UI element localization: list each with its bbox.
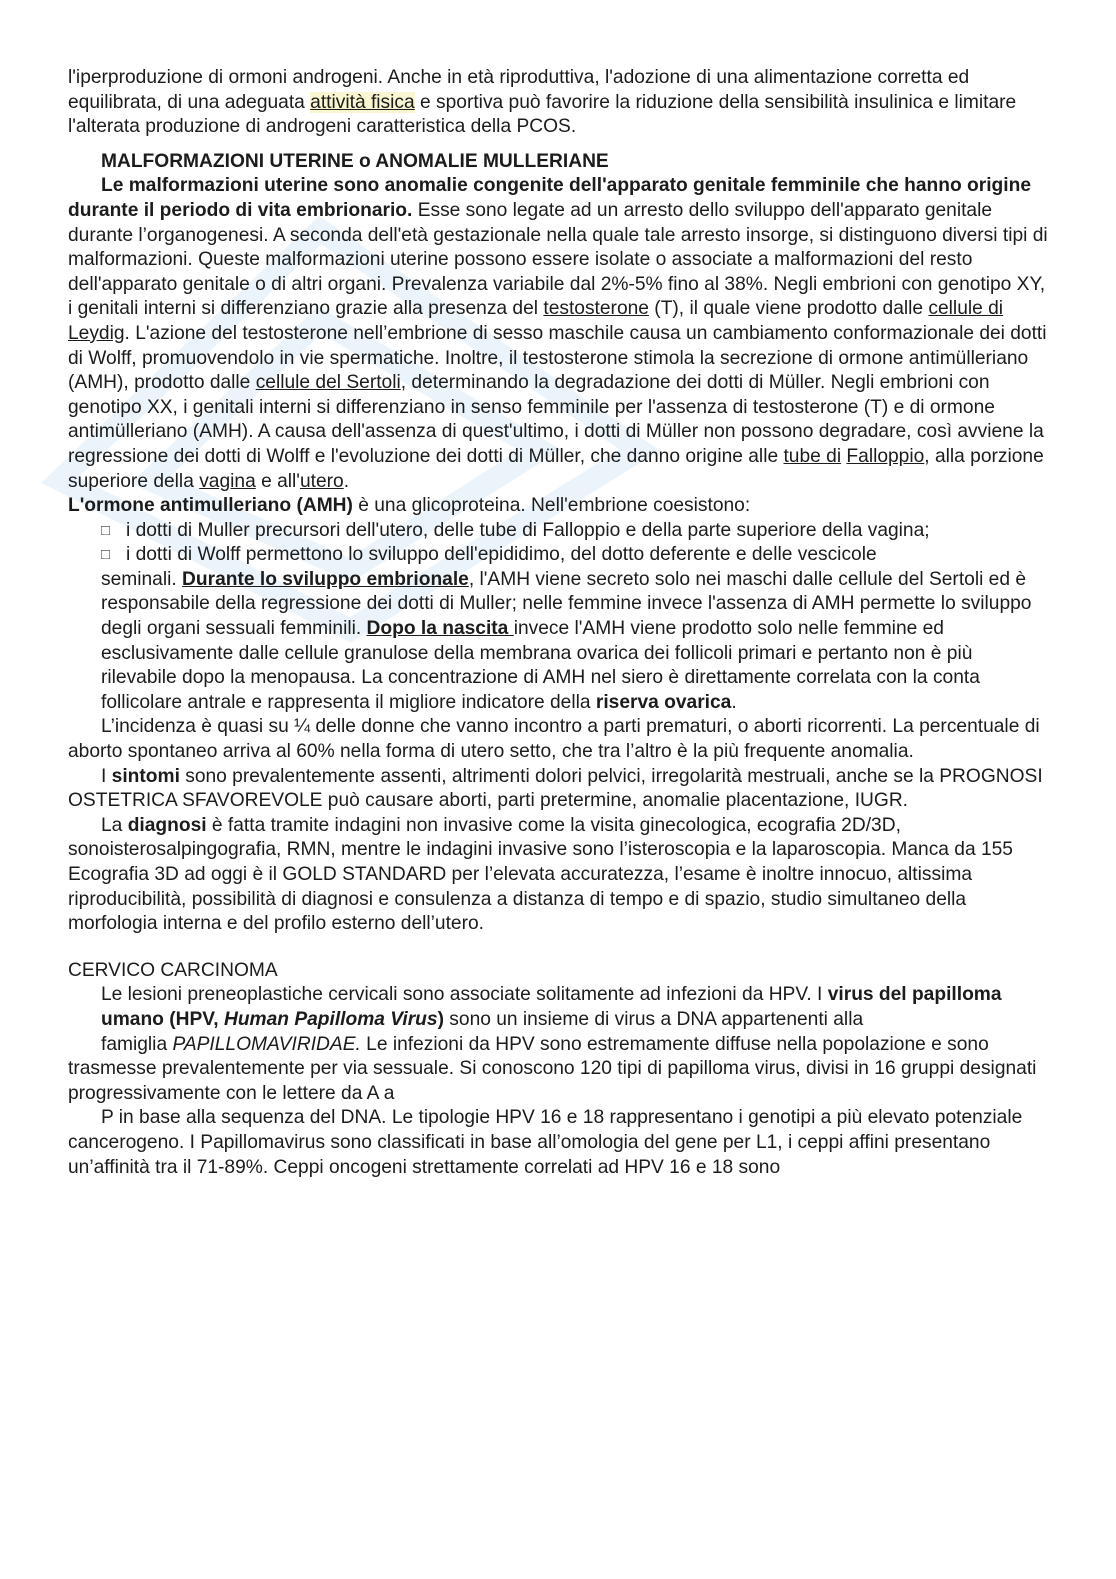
- link-testosterone[interactable]: testosterone: [543, 298, 649, 320]
- link-tube[interactable]: tube di: [783, 445, 842, 467]
- link-vagina[interactable]: vagina: [199, 470, 256, 492]
- sintomi-paragraph: I sintomi sono prevalentemente assenti, altrimenti dolori pelvici, irregolarità mestruali, anche se la PROGNOSI OSTETRICA SFAVOREVOLE può causare aborti, parti pretermine, anomalie placentazione, IUGR.: [68, 765, 1043, 812]
- emphasis-durante-sviluppo: Durante lo sviluppo embrionale: [182, 568, 469, 590]
- link-falloppio[interactable]: Falloppio: [846, 445, 925, 467]
- spacer: [68, 937, 1048, 959]
- incidenza-paragraph: L’incidenza è quasi su ¼ delle donne che vanno incontro a parti prematuri, o aborti ricorrenti. La percentuale di aborto spontaneo arriva al 60% nella forma di utero setto, che tra l’altro è la più frequente anomalia.: [68, 716, 1040, 763]
- bullet-box-icon: □: [101, 521, 111, 539]
- malformazioni-paragraph: Le malformazioni uterine sono anomalie congenite dell'apparato genitale femminile che hanno origine durante il periodo di vita embrionario. Esse sono legate ad un arresto dello sviluppo dell'apparato genitale durante l’organogenesi. A seconda dell'età gestazionale nella quale tale arresto insorge, si distinguono diversi tipi di malformazioni. Queste malformazioni uterine possono essere isolate o associate a malformazioni del resto dell'apparato genitale o di altri organi. Prevalenza variabile dal 2%-5% fino al 38%. Negli embrioni con genotipo XY, i genitali interni si differenziano grazie alla presenza del testosterone (T), il quale viene prodotto dalle cellule di Leydig. L'azione del testosterone nell’embrione di sesso maschile causa un cambiamento conformazionale dei dotti di Wolff, promuovendolo in vie spermatiche. Inoltre, il testosterone stimola la secrezione di ormone antimülleriano (AMH), prodotto dalle cellule del Sertoli, determinando la degradazione dei dotti di Müller. Negli embrioni con genotipo XX, i genitali interni si differenziano in senso femminile per l'assenza di testosterone (T) e di ormone antimülleriano (AMH). A causa dell'assenza di quest'ultimo, i dotti di Müller non possono degradare, così avviene la regressione dei dotti di Wolff e l'evoluzione dei dotti di Müller, che danno origine alle tube di Falloppio, alla porzione superiore della vagina e all'utero. L'ormone antimulleriano (AMH) è una glicoproteina. Nell'embrione coesistono:: [68, 175, 1048, 517]
- amh-paragraph: seminali. Durante lo sviluppo embrionale, l'AMH viene secreto solo nei maschi dalle cellule del Sertoli ed è responsabile della regressione dei dotti di Muller; nelle femmine invece l'assenza di AMH permette lo sviluppo degli organi sessuali femminili. Dopo la nascita invece l'AMH viene prodotto solo nelle femmine ed esclusivamente dalle cellule granulose della membrana ovarica dei follicoli primari e pertanto non è più rilevabile dopo la menopausa. La concentrazione di AMH nel siero è direttamente correlata con la conta follicolare antrale e rappresenta il migliore indicatore della riserva ovarica.: [101, 568, 1032, 713]
- link-cellule-sertoli[interactable]: cellule del Sertoli: [255, 372, 401, 394]
- link-utero[interactable]: utero: [299, 470, 344, 492]
- intro-paragraph: l'iperproduzione di ormoni androgeni. Anche in età riproduttiva, l'adozione di una alimentazione corretta ed equilibrata, di una adeguata attività fisica e sportiva può favorire la riduzione della sensibilità insulinica e limitare l'alterata produzione di androgeni caratteristica della PCOS.: [68, 67, 1017, 138]
- cervico-paragraph-4: P in base alla sequenza del DNA. Le tipologie HPV 16 e 18 rappresentano i genotipi a più elevato potenziale cancerogeno. I Papillomavirus sono classificati in base all’omologia del gene per L1, i ceppi affini presentano un’affinità tra il 71-89%. Ceppi oncogeni strettamente correlati ad HPV 16 e 18 sono: [68, 1107, 1023, 1178]
- bullet-box-icon: □: [101, 546, 111, 564]
- diagnosi-paragraph: La diagnosi è fatta tramite indagini non invasive come la visita ginecologica, ecografia 2D/3D, sonoisterosalpingografia, RMN, mentre le indagini invasive sono l’isteroscopia e la laparoscopia. Manca da 155 Ecografia 3D ad oggi è il GOLD STANDARD per l’elevata accuratezza, l’esame è inoltre innocuo, altissima riproducibilità, possibilità di diagnosi e consulenza a distanza di tempo e di spazio, studio simultaneo della morfologia interna e del profilo esterno dell’utero.: [68, 814, 1013, 935]
- cervico-paragraph-3: famiglia PAPILLOMAVIRIDAE. Le infezioni da HPV sono estremamente diffuse nella popolazione e sono trasmesse prevalentemente per via sessuale. Si conoscono 120 tipi di papilloma virus, divisi in 16 gruppi designati progressivamente con le lettere da A a: [68, 1033, 1037, 1104]
- document-page: [68, 66, 1048, 1180]
- section-title-malformazioni: MALFORMAZIONI UTERINE o ANOMALIE MULLERIANE: [101, 150, 609, 172]
- link-attivita-fisica[interactable]: attività fisica: [310, 91, 415, 113]
- cervico-paragraph-1: Le lesioni preneoplastiche cervicali sono associate solitamente ad infezioni da HPV. I virus del papilloma: [101, 984, 1002, 1006]
- emphasis-dopo-nascita: Dopo la nascita: [366, 618, 514, 640]
- list-item: □ i dotti di Muller precursori dell'utero, delle tube di Falloppio e della parte superiore della vagina;: [68, 519, 1048, 544]
- link-cellule-leydig[interactable]: cellule di Leydig: [68, 298, 1004, 344]
- section-title-cervico: CERVICO CARCINOMA: [68, 959, 278, 981]
- list-item: □ i dotti di Wolff permettono lo sviluppo dell'epididimo, del dotto deferente e delle vescicole: [68, 543, 1048, 568]
- cervico-paragraph-2: umano (HPV, Human Papilloma Virus) sono un insieme di virus a DNA appartenenti alla: [101, 1008, 864, 1030]
